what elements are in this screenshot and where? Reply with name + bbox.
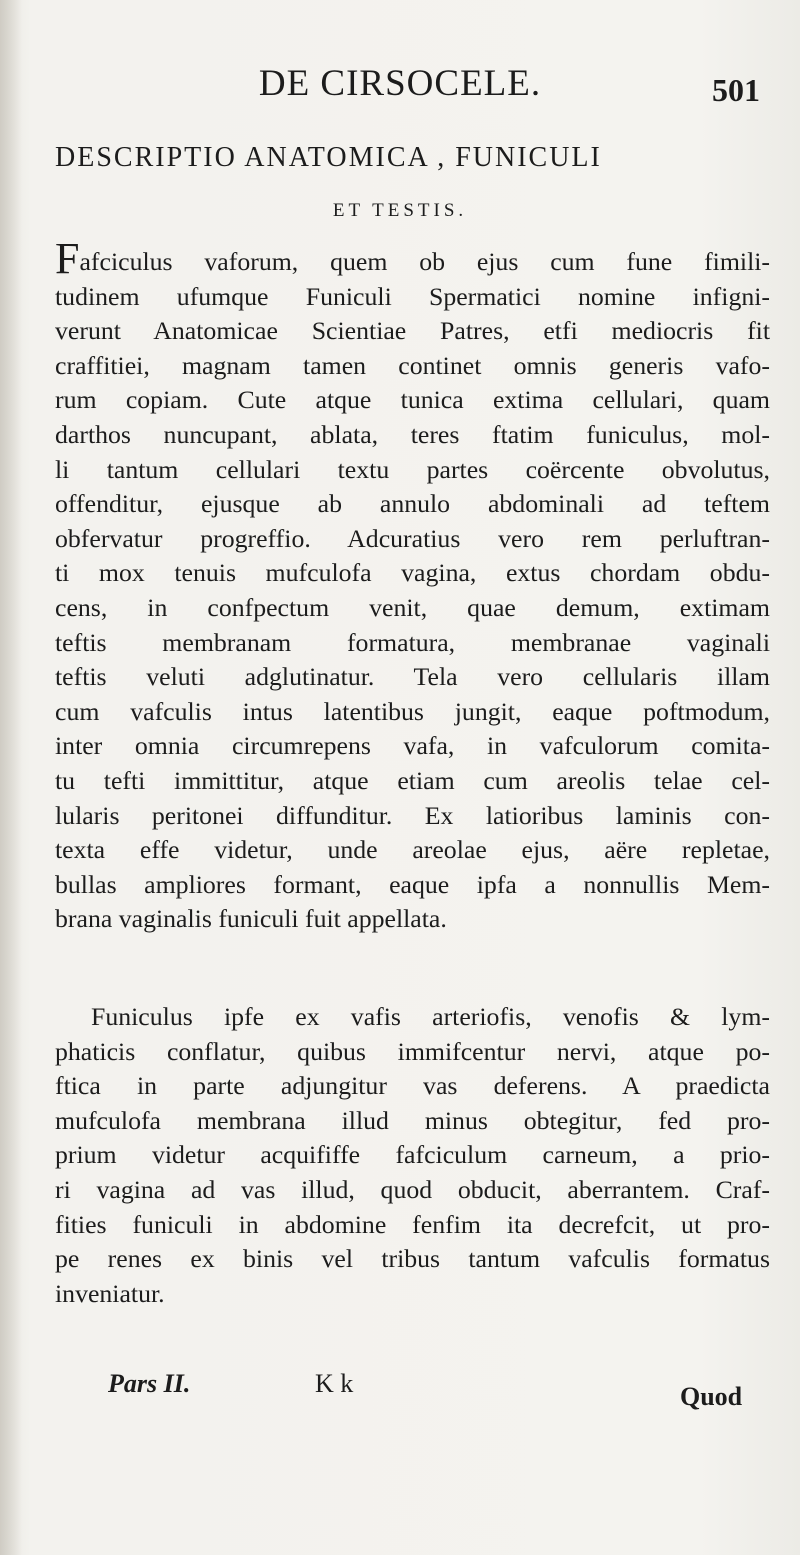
- signature-mark: Pars II.: [108, 1369, 191, 1398]
- text-line: Funiculus ipfe ex vafis arteriofis, venofis & lym-: [91, 1002, 770, 1031]
- text-line: cum vafculis intus latentibus jungit, eaque poftmodum,: [55, 696, 770, 726]
- text-line: texta effe videtur, unde areolae ejus, aëre repletae,: [55, 835, 770, 865]
- text-line: bullas ampliores formant, eaque ipfa a nonnullis Mem-: [55, 869, 770, 899]
- page-number: 501: [712, 72, 760, 108]
- text-line: rum copiam. Cute atque tunica extima cellulari, quam: [55, 385, 770, 415]
- text-line: cens, in confpectum venit, quae demum, extimam: [55, 592, 770, 622]
- paragraph-2: [55, 1000, 770, 1311]
- text-line: prium videtur acquififfe fafciculum carneum, a prio-: [55, 1140, 770, 1170]
- page-gutter-shadow: [0, 0, 22, 1555]
- text-line: lularis peritonei diffunditur. Ex latioribus laminis con-: [55, 800, 770, 830]
- text-line: fities funiculi in abdomine fenfim ita decrefcit, ut pro-: [55, 1209, 770, 1239]
- drop-cap: F: [55, 234, 80, 283]
- section-subtitle: ET TESTIS.: [332, 200, 468, 221]
- text-line: pe renes ex binis vel tribus tantum vafculis formatus: [55, 1244, 770, 1274]
- text-line: inveniatur.: [55, 1278, 165, 1308]
- text-line: tudinem ufumque Funiculi Spermatici nomine infigni-: [55, 281, 770, 311]
- catchword: Quod: [680, 1382, 743, 1411]
- text-line: inter omnia circumrepens vafa, in vafculorum comita-: [55, 731, 770, 761]
- text-line: Fafciculus vaforum, quem ob ejus cum fune fimili-: [55, 234, 770, 283]
- text-line: teftis veluti adglutinatur. Tela vero cellularis illam: [55, 662, 770, 692]
- text-line: phaticis conflatur, quibus immifcentur nervi, atque po-: [55, 1036, 770, 1066]
- text-line: obfervatur progreffio. Adcuratius vero rem perluftran-: [55, 523, 770, 553]
- text-line: ftica in parte adjungitur vas deferens. A praedicta: [55, 1071, 770, 1101]
- running-head: DE CIRSOCELE.: [258, 63, 542, 104]
- text-line: li tantum cellulari textu partes coërcente obvolutus,: [55, 454, 770, 484]
- section-title: DESCRIPTIO ANATOMICA , FUNICULI: [55, 142, 602, 173]
- text-line: ti mox tenuis mufculofa vagina, extus chordam obdu-: [55, 558, 770, 588]
- text-line: offenditur, ejusque ab annulo abdominali ad teftem: [55, 489, 770, 519]
- text-line: tu tefti immittitur, atque etiam cum areolis telae cel-: [55, 765, 770, 795]
- text-line: darthos nuncupant, ablata, teres ftatim funiculus, mol-: [55, 419, 770, 449]
- text-line: brana vaginalis funiculi fuit appellata.: [55, 904, 447, 934]
- text-line: verunt Anatomicae Scientiae Patres, etfi mediocris fit: [55, 316, 770, 346]
- text-line: ri vagina ad vas illud, quod obducit, aberrantem. Craf-: [55, 1174, 770, 1204]
- paragraph-1: [55, 234, 770, 937]
- text-line: craffitiei, magnam tamen continet omnis generis vafo-: [55, 350, 770, 380]
- text-line: mufculofa membrana illud minus obtegitur, fed pro-: [55, 1105, 770, 1135]
- gathering-mark: K k: [315, 1369, 354, 1398]
- text-line: teftis membranam formatura, membranae vaginali: [55, 627, 770, 657]
